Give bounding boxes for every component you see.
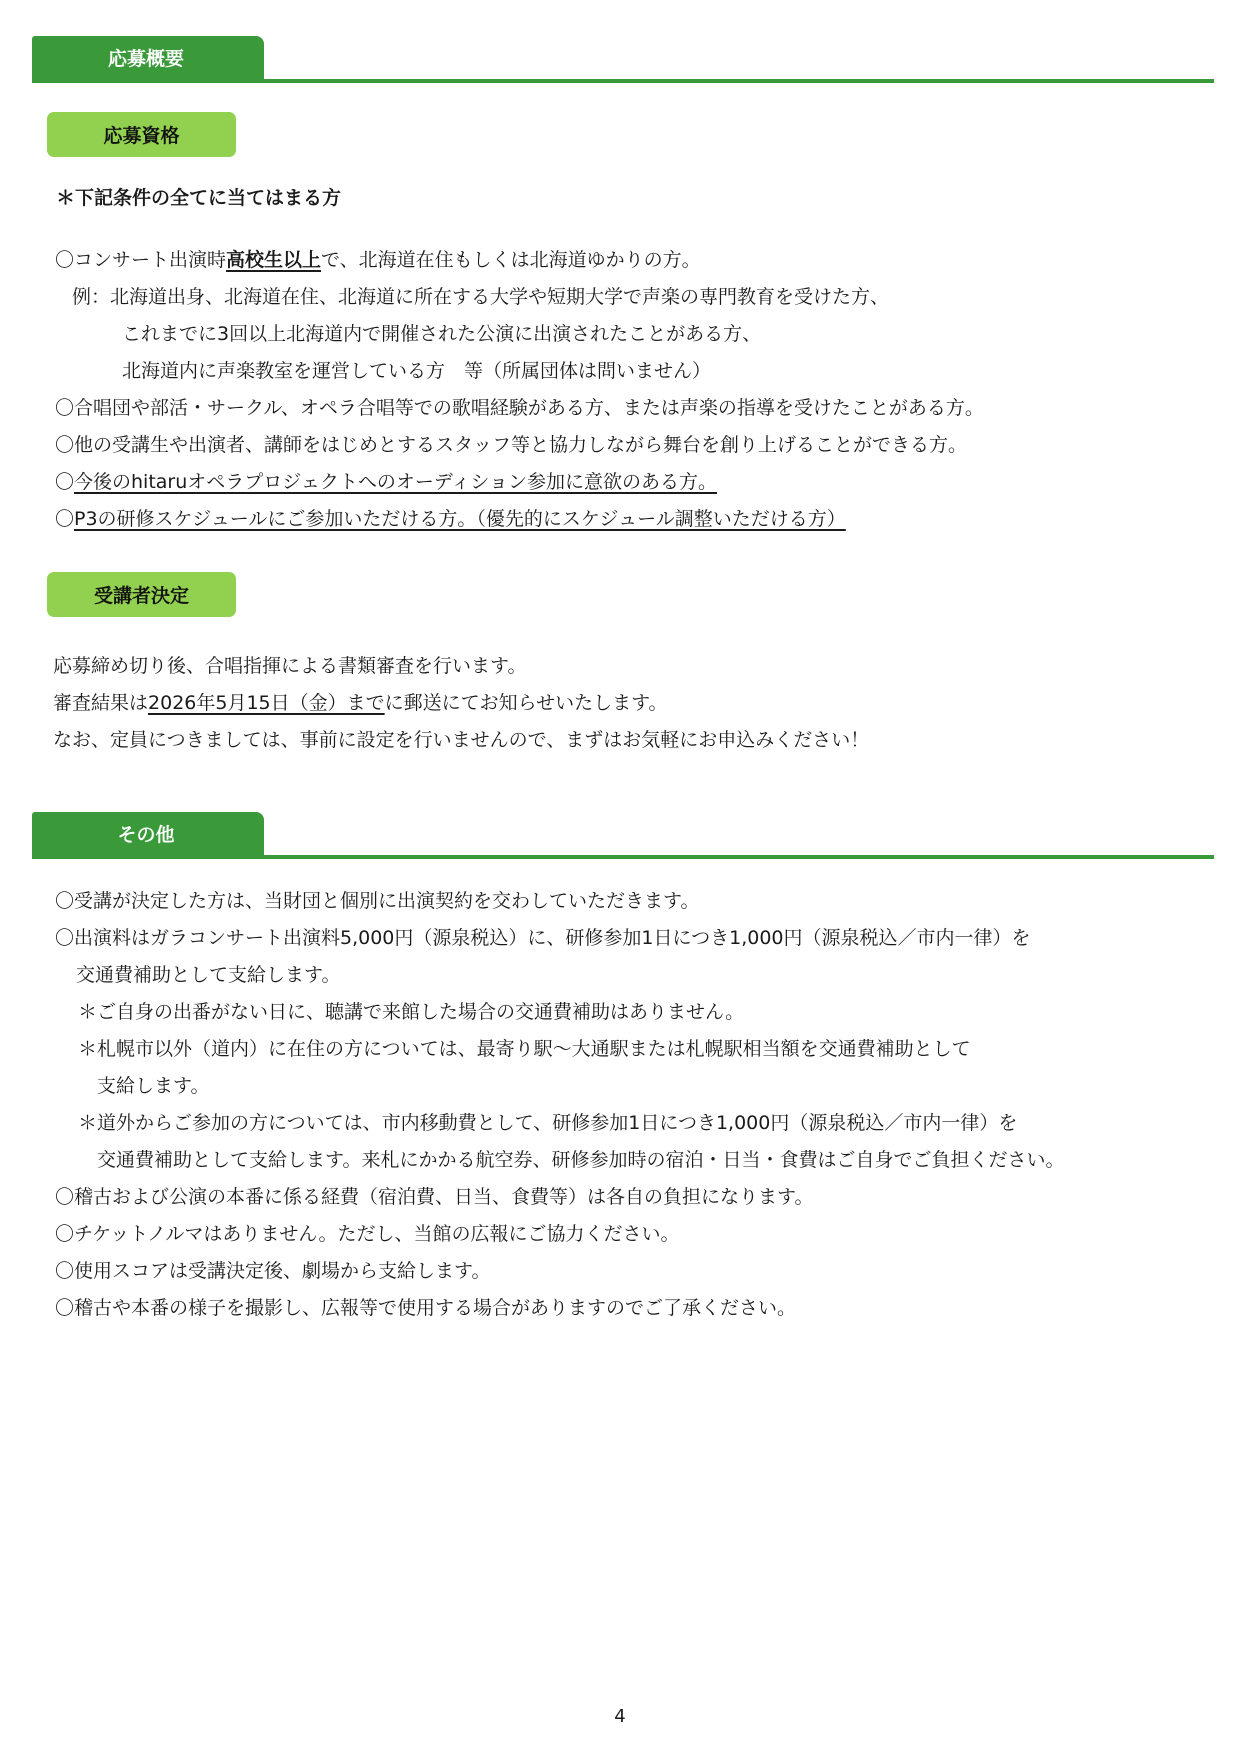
item-text: 審査結果は — [53, 692, 149, 714]
other-note-1: ＊ご自身の出番がない日に、聴講で来館した場合の交通費補助はありません。 — [78, 1001, 745, 1023]
item-text: で、北海道在住もしくは北海道ゆかりの方。 — [321, 249, 701, 271]
page-number: 4 — [614, 1706, 626, 1727]
eligibility-item-4 — [55, 470, 717, 494]
subsection-badge-eligibility: 応募資格 — [47, 112, 236, 157]
other-line-1: 〇受講が決定した方は、当財団と個別に出演契約を交わしていただきます。 — [55, 890, 700, 912]
eligibility-example-1: 例：北海道出身、北海道在住、北海道に所在する大学や短期大学で声楽の専門教育を受けた方、 — [72, 286, 890, 308]
other-line-6: 〇使用スコアは受講決定後、劇場から支給します。 — [55, 1260, 491, 1282]
eligibility-item-5 — [55, 507, 846, 531]
section-title-other: その他 — [32, 812, 264, 855]
other-line-5: 〇チケットノルマはありません。ただし、当館の広報にご協力ください。 — [55, 1223, 680, 1245]
section-header-other — [32, 812, 1214, 858]
eligibility-example-2: これまでに3回以上北海道内で開催された公演に出演されたことがある方、 — [122, 323, 762, 345]
section-divider — [32, 79, 1214, 83]
other-note-3-cont: 交通費補助として支給します。来札にかかる航空券、研修参加時の宿泊・日当・食費はご自身でご負担ください。 — [97, 1149, 1065, 1171]
item-text: 〇コンサート出演時 — [55, 249, 227, 271]
eligibility-item-3: 〇他の受講生や出演者、講師をはじめとするスタッフ等と協力しながら舞台を創り上げることができる方。 — [55, 434, 968, 456]
eligibility-item-1 — [55, 248, 701, 272]
other-note-3: ＊道外からご参加の方については、市内移動費として、研修参加1日につき1,000円（源泉税込／市内一律）を — [78, 1112, 1018, 1134]
selection-line-2 — [53, 691, 668, 715]
item-text: P3の研修スケジュールにご参加いただける方。（優先的にスケジュール調整いただける方） — [74, 508, 846, 530]
section-title-application-overview: 応募概要 — [32, 36, 264, 79]
selection-line-1: 応募締め切り後、合唱指揮による書類審査を行います。 — [53, 655, 527, 677]
eligibility-lead: ＊下記条件の全てに当てはまる方 — [56, 187, 342, 209]
other-line-4: 〇稽古および公演の本番に係る経費（宿泊費、日当、食費等）は各自の負担になります。 — [55, 1186, 814, 1208]
other-line-2: 〇出演料はガラコンサート出演料5,000円（源泉税込）に、研修参加1日につき1,000円（源泉税込／市内一律）を — [55, 927, 1031, 949]
other-line-7: 〇稽古や本番の様子を撮影し、広報等で使用する場合がありますのでご了承ください。 — [55, 1297, 797, 1319]
eligibility-item-2: 〇合唱団や部活・サークル、オペラ合唱等での歌唱経験がある方、または声楽の指導を受けたことがある方。 — [55, 397, 984, 419]
result-date: 2026年5月15日（金）まで — [148, 692, 385, 714]
item-text: 今後のhitaruオペラプロジェクトへのオーディション参加に意欲のある方。 — [74, 471, 718, 493]
section-header-application-overview — [32, 36, 1214, 82]
item-mark: 〇 — [55, 508, 75, 530]
section-divider — [32, 855, 1214, 859]
subsection-badge-selection: 受講者決定 — [47, 572, 236, 617]
other-note-2: ＊札幌市以外（道内）に在住の方については、最寄り駅～大通駅または札幌駅相当額を交通費補助として — [78, 1038, 971, 1060]
item-text: に郵送にてお知らせいたします。 — [384, 692, 668, 714]
other-line-3: 交通費補助として支給します。 — [76, 964, 341, 986]
other-note-2-cont: 支給します。 — [97, 1075, 210, 1097]
eligibility-example-3: 北海道内に声楽教室を運営している方 等（所属団体は問いません） — [122, 360, 712, 382]
selection-line-3: なお、定員につきましては、事前に設定を行いませんので、まずはお気軽にお申込みください！ — [53, 729, 870, 751]
item-mark: 〇 — [55, 471, 75, 493]
emphasis-high-school: 高校生以上 — [226, 249, 322, 271]
